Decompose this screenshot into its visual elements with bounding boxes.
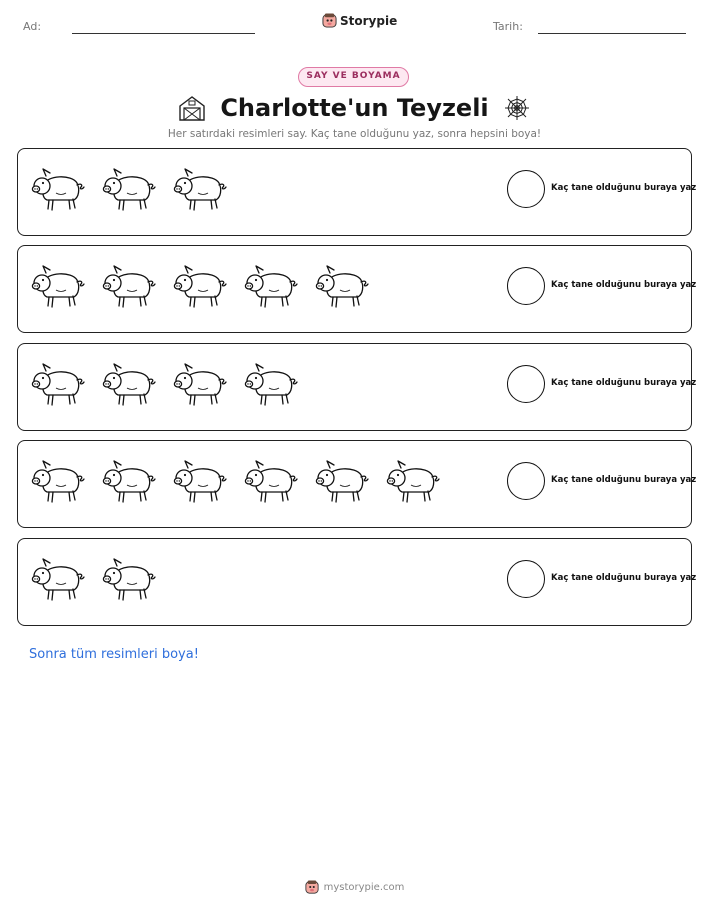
pig-icon — [243, 360, 299, 408]
footer — [0, 880, 709, 894]
pig-icon — [243, 262, 299, 310]
counting-row — [17, 343, 697, 431]
pig-icon — [314, 262, 370, 310]
counting-row — [17, 440, 697, 528]
counting-row — [17, 245, 697, 333]
answer-circle[interactable] — [507, 267, 545, 305]
pig-icon — [172, 360, 228, 408]
pig-icon — [172, 457, 228, 505]
date-label: Tarih: — [493, 20, 523, 33]
barn-icon — [178, 95, 206, 121]
page-title: Charlotte'un Teyzeli — [220, 94, 489, 122]
pig-icon — [243, 457, 299, 505]
pig-icon — [30, 555, 86, 603]
answer-label: Kaç tane olduğunu buraya yaz — [551, 475, 697, 485]
pig-icon — [172, 262, 228, 310]
spider-web-icon — [503, 95, 531, 121]
pig-icon — [101, 360, 157, 408]
storypie-logo — [322, 13, 397, 28]
pig-icon — [101, 555, 157, 603]
pig-icon — [30, 360, 86, 408]
storypie-mascot-icon — [322, 13, 337, 28]
answer-label: Kaç tane olduğunu buraya yaz — [551, 280, 697, 290]
pig-icon — [385, 457, 441, 505]
pig-icon — [314, 457, 370, 505]
pig-icon — [101, 262, 157, 310]
pig-icon — [101, 457, 157, 505]
storypie-mascot-icon — [305, 880, 319, 894]
counting-row — [17, 148, 697, 236]
answer-circle[interactable] — [507, 560, 545, 598]
answer-circle[interactable] — [507, 365, 545, 403]
answer-label: Kaç tane olduğunu buraya yaz — [551, 183, 697, 193]
name-write-line[interactable] — [72, 33, 255, 34]
date-write-line[interactable] — [538, 33, 686, 34]
footer-instruction: Sonra tüm resimleri boya! — [29, 647, 199, 662]
pig-icon — [172, 165, 228, 213]
instructions: Her satırdaki resimleri say. Kaç tane olduğunu yaz, sonra hepsini boya! — [167, 128, 542, 140]
name-label: Ad: — [23, 20, 42, 33]
answer-circle[interactable] — [507, 462, 545, 500]
answer-circle[interactable] — [507, 170, 545, 208]
pig-icon — [30, 457, 86, 505]
logo-text: Storypie — [340, 13, 398, 28]
answer-label: Kaç tane olduğunu buraya yaz — [551, 573, 697, 583]
pig-icon — [30, 262, 86, 310]
title-row — [0, 90, 709, 126]
pig-icon — [101, 165, 157, 213]
footer-site: mystorypie.com — [323, 881, 405, 893]
activity-badge: SAY VE BOYAMA — [298, 67, 409, 87]
counting-row — [17, 538, 697, 626]
pig-icon — [30, 165, 86, 213]
answer-label: Kaç tane olduğunu buraya yaz — [551, 378, 697, 388]
